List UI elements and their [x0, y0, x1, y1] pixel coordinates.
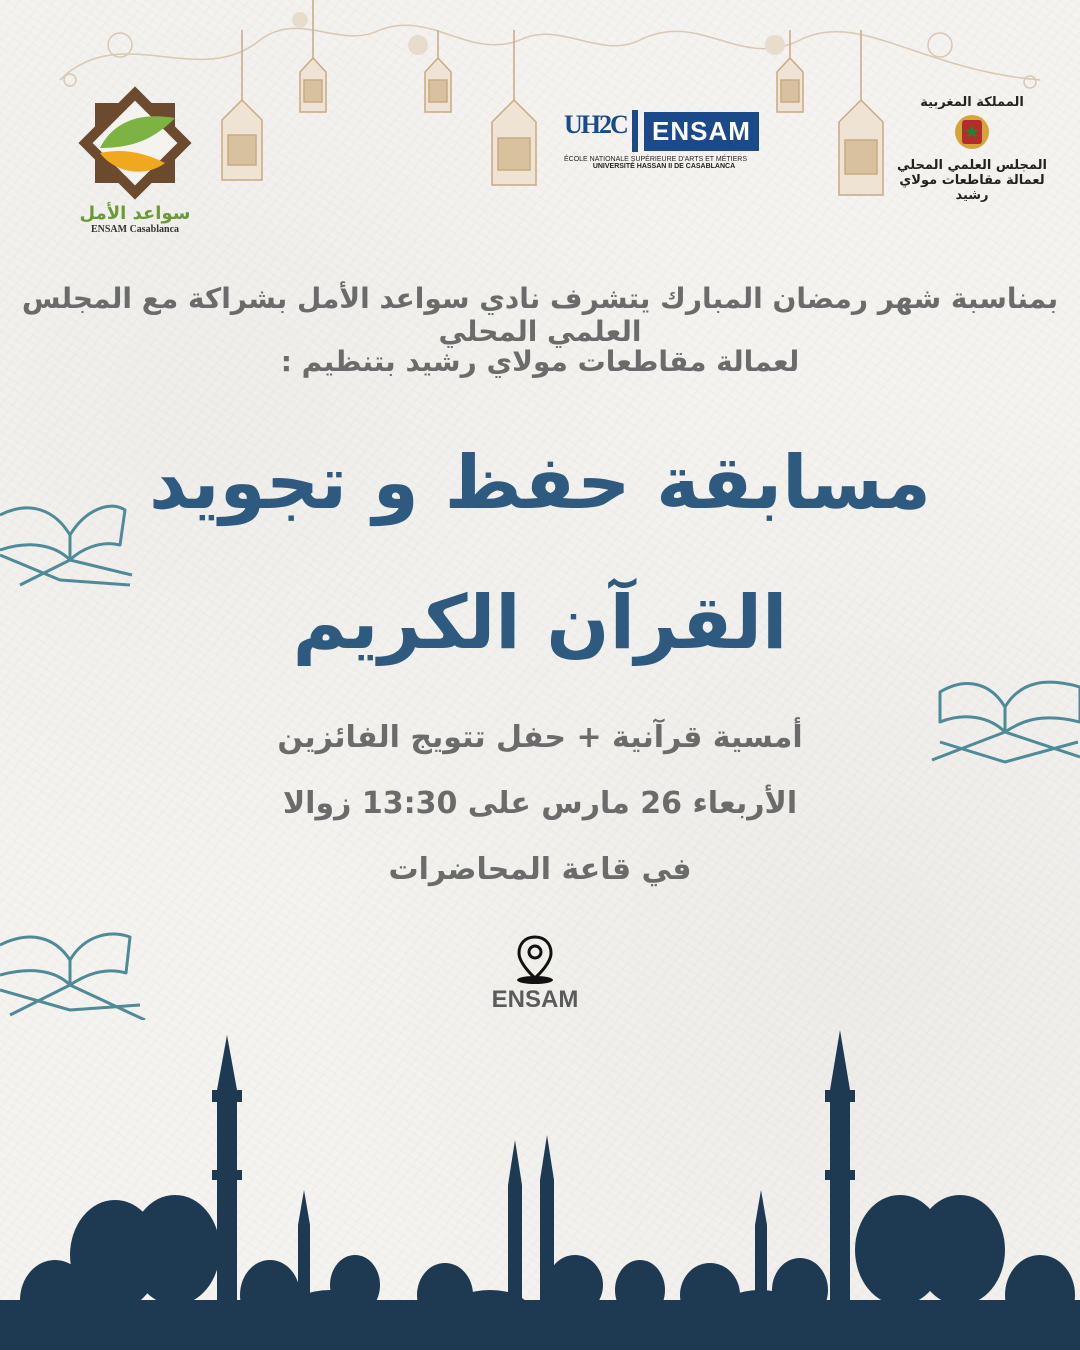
location-label: ENSAM [491, 986, 579, 1013]
council-line1: المجلس العلمي المحلي [897, 158, 1047, 173]
location-pin-icon [512, 934, 558, 986]
event-venue: في قاعة المحاضرات [388, 852, 692, 887]
quran-book-icon [0, 925, 150, 1020]
club-logo [70, 85, 200, 235]
council-line2: لعمالة مقاطعات مولاي [899, 173, 1045, 188]
school-line1: ÉCOLE NATIONALE SUPÉRIEURE D'ARTS ET MÉTIERS [564, 156, 747, 163]
club-name-ar: سواعد الأمل [79, 203, 191, 224]
school-mark: UH2C [564, 110, 627, 139]
kingdom-label: المملكة المغربية [920, 95, 1024, 110]
intro-line2: لعمالة مقاطعات مولاي رشيد بتنظيم : [280, 345, 800, 378]
school-logo [564, 110, 764, 180]
school-line2: UNIVERSITÉ HASSAN II DE CASABLANCA [592, 163, 736, 170]
school-name: ENSAM [644, 112, 759, 151]
mosque-skyline [0, 1020, 1080, 1350]
club-emblem-icon [70, 85, 200, 200]
title-line1: مسابقة حفظ و تجويد [149, 440, 931, 526]
council-line3: رشيد [955, 188, 989, 203]
event-datetime: الأربعاء 26 مارس على 13:30 زوالا [282, 786, 798, 821]
club-name-en: ENSAM Casablanca [90, 224, 180, 235]
lantern-icon [222, 0, 883, 195]
council-logo [892, 95, 1052, 225]
coat-of-arms-icon [892, 110, 1052, 154]
quran-book-icon [0, 495, 140, 595]
event-program: أمسية قرآنية + حفل تتويج الفائزين [277, 720, 803, 755]
intro-line1: بمناسبة شهر رمضان المبارك يتشرف نادي سواعد الأمل بشراكة مع المجلس العلمي المحلي [21, 282, 1059, 348]
title-line2: القرآن الكريم [292, 580, 788, 666]
